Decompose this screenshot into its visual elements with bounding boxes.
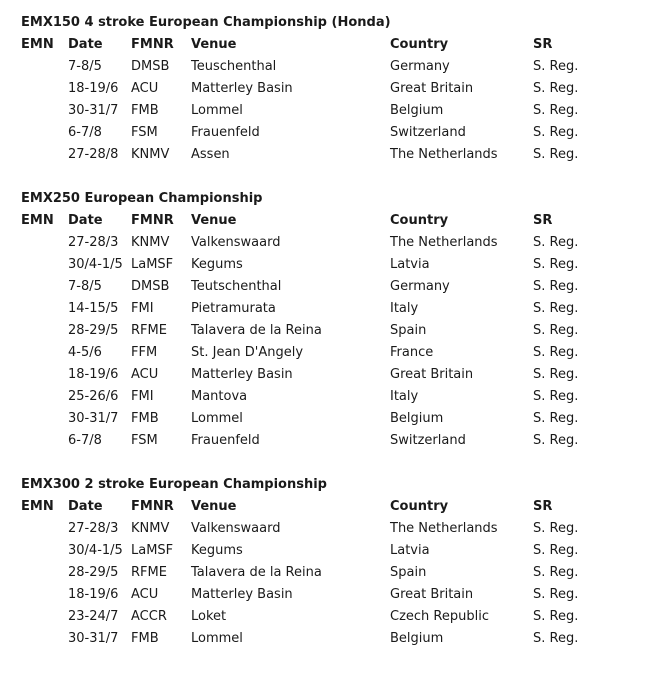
table-row	[21, 386, 641, 408]
cell-sr: S. Reg.	[533, 631, 579, 646]
table-row	[21, 298, 641, 320]
cell-country: Switzerland	[390, 433, 466, 448]
table-row	[21, 518, 641, 540]
championship-section	[21, 474, 641, 650]
table-header	[21, 34, 641, 56]
header-country: Country	[390, 213, 449, 228]
cell-venue: Teutschenthal	[191, 279, 282, 294]
cell-date: 30/4-1/5	[68, 257, 123, 272]
cell-fmnr: FMI	[131, 389, 154, 404]
cell-country: Belgium	[390, 411, 444, 426]
cell-date: 30-31/7	[68, 631, 119, 646]
cell-country: Latvia	[390, 257, 430, 272]
cell-country: Spain	[390, 565, 427, 580]
cell-date: 27-28/3	[68, 521, 119, 536]
cell-fmnr: FMB	[131, 103, 159, 118]
table-row	[21, 144, 641, 166]
cell-fmnr: LaMSF	[131, 257, 174, 272]
cell-fmnr: FSM	[131, 433, 158, 448]
cell-fmnr: RFME	[131, 565, 167, 580]
table-row	[21, 342, 641, 364]
cell-fmnr: FFM	[131, 345, 158, 360]
schedule-page	[21, 12, 641, 672]
cell-date: 7-8/5	[68, 279, 102, 294]
cell-date: 23-24/7	[68, 609, 119, 624]
cell-sr: S. Reg.	[533, 433, 579, 448]
cell-sr: S. Reg.	[533, 103, 579, 118]
header-venue: Venue	[191, 37, 237, 52]
cell-fmnr: FMB	[131, 411, 159, 426]
cell-sr: S. Reg.	[533, 543, 579, 558]
cell-date: 28-29/5	[68, 323, 119, 338]
cell-sr: S. Reg.	[533, 147, 579, 162]
cell-sr: S. Reg.	[533, 587, 579, 602]
cell-country: Great Britain	[390, 81, 474, 96]
cell-country: The Netherlands	[390, 235, 498, 250]
cell-sr: S. Reg.	[533, 367, 579, 382]
cell-date: 30-31/7	[68, 411, 119, 426]
cell-fmnr: ACU	[131, 367, 159, 382]
cell-fmnr: ACU	[131, 81, 159, 96]
cell-date: 28-29/5	[68, 565, 119, 580]
cell-date: 27-28/8	[68, 147, 119, 162]
cell-fmnr: DMSB	[131, 279, 170, 294]
cell-sr: S. Reg.	[533, 59, 579, 74]
table-row	[21, 122, 641, 144]
header-venue: Venue	[191, 213, 237, 228]
cell-venue: Frauenfeld	[191, 433, 260, 448]
cell-venue: Matterley Basin	[191, 587, 293, 602]
cell-date: 18-19/6	[68, 81, 119, 96]
header-date: Date	[68, 499, 103, 514]
cell-venue: Kegums	[191, 543, 243, 558]
cell-venue: St. Jean D'Angely	[191, 345, 304, 360]
cell-fmnr: FMB	[131, 631, 159, 646]
header-sr: SR	[533, 499, 553, 514]
cell-country: Italy	[390, 301, 419, 316]
table-row	[21, 606, 641, 628]
cell-country: Latvia	[390, 543, 430, 558]
cell-venue: Lommel	[191, 103, 243, 118]
cell-country: The Netherlands	[390, 147, 498, 162]
table-row	[21, 628, 641, 650]
header-date: Date	[68, 213, 103, 228]
header-emn: EMN	[21, 499, 54, 514]
cell-fmnr: DMSB	[131, 59, 170, 74]
table-row	[21, 364, 641, 386]
cell-country: Germany	[390, 279, 450, 294]
cell-fmnr: KNMV	[131, 521, 170, 536]
cell-fmnr: KNMV	[131, 235, 170, 250]
cell-sr: S. Reg.	[533, 257, 579, 272]
cell-venue: Loket	[191, 609, 227, 624]
cell-country: Belgium	[390, 631, 444, 646]
cell-fmnr: KNMV	[131, 147, 170, 162]
header-sr: SR	[533, 37, 553, 52]
cell-venue: Talavera de la Reina	[191, 323, 322, 338]
cell-country: The Netherlands	[390, 521, 498, 536]
cell-date: 27-28/3	[68, 235, 119, 250]
header-country: Country	[390, 37, 449, 52]
table-row	[21, 584, 641, 606]
cell-fmnr: FMI	[131, 301, 154, 316]
cell-sr: S. Reg.	[533, 125, 579, 140]
table-row	[21, 78, 641, 100]
championship-section	[21, 188, 641, 452]
header-emn: EMN	[21, 37, 54, 52]
cell-sr: S. Reg.	[533, 301, 579, 316]
cell-venue: Matterley Basin	[191, 367, 293, 382]
table-row	[21, 56, 641, 78]
cell-venue: Lommel	[191, 411, 243, 426]
header-emn: EMN	[21, 213, 54, 228]
cell-venue: Pietramurata	[191, 301, 276, 316]
header-country: Country	[390, 499, 449, 514]
cell-country: Italy	[390, 389, 419, 404]
cell-fmnr: ACU	[131, 587, 159, 602]
table-row	[21, 276, 641, 298]
cell-venue: Matterley Basin	[191, 81, 293, 96]
cell-date: 7-8/5	[68, 59, 102, 74]
table-row	[21, 232, 641, 254]
cell-venue: Lommel	[191, 631, 243, 646]
cell-date: 6-7/8	[68, 125, 102, 140]
cell-sr: S. Reg.	[533, 279, 579, 294]
cell-sr: S. Reg.	[533, 81, 579, 96]
cell-country: Belgium	[390, 103, 444, 118]
table-row	[21, 408, 641, 430]
cell-venue: Kegums	[191, 257, 243, 272]
table-row	[21, 562, 641, 584]
cell-country: Great Britain	[390, 587, 474, 602]
cell-venue: Talavera de la Reina	[191, 565, 322, 580]
cell-fmnr: FSM	[131, 125, 158, 140]
cell-sr: S. Reg.	[533, 609, 579, 624]
table-header	[21, 496, 641, 518]
cell-venue: Teuschenthal	[191, 59, 277, 74]
cell-sr: S. Reg.	[533, 411, 579, 426]
cell-country: France	[390, 345, 434, 360]
table-row	[21, 100, 641, 122]
cell-sr: S. Reg.	[533, 323, 579, 338]
table-row	[21, 540, 641, 562]
cell-venue: Frauenfeld	[191, 125, 260, 140]
cell-date: 18-19/6	[68, 587, 119, 602]
cell-fmnr: LaMSF	[131, 543, 174, 558]
cell-venue: Assen	[191, 147, 230, 162]
cell-fmnr: RFME	[131, 323, 167, 338]
cell-venue: Valkenswaard	[191, 521, 281, 536]
cell-country: Spain	[390, 323, 427, 338]
cell-country: Switzerland	[390, 125, 466, 140]
header-fmnr: FMNR	[131, 499, 174, 514]
cell-country: Great Britain	[390, 367, 474, 382]
section-title: EMX300 2 stroke European Championship	[21, 477, 327, 492]
header-fmnr: FMNR	[131, 213, 174, 228]
header-venue: Venue	[191, 499, 237, 514]
header-fmnr: FMNR	[131, 37, 174, 52]
cell-country: Germany	[390, 59, 450, 74]
cell-sr: S. Reg.	[533, 389, 579, 404]
cell-date: 6-7/8	[68, 433, 102, 448]
cell-date: 25-26/6	[68, 389, 119, 404]
cell-date: 4-5/6	[68, 345, 102, 360]
cell-sr: S. Reg.	[533, 345, 579, 360]
table-row	[21, 430, 641, 452]
table-row	[21, 254, 641, 276]
header-sr: SR	[533, 213, 553, 228]
cell-sr: S. Reg.	[533, 565, 579, 580]
cell-country: Czech Republic	[390, 609, 489, 624]
cell-sr: S. Reg.	[533, 521, 579, 536]
section-title: EMX150 4 stroke European Championship (Honda)	[21, 15, 391, 30]
cell-fmnr: ACCR	[131, 609, 167, 624]
championship-section	[21, 12, 641, 166]
cell-date: 18-19/6	[68, 367, 119, 382]
cell-date: 30/4-1/5	[68, 543, 123, 558]
table-header	[21, 210, 641, 232]
cell-sr: S. Reg.	[533, 235, 579, 250]
table-row	[21, 320, 641, 342]
cell-venue: Valkenswaard	[191, 235, 281, 250]
cell-date: 14-15/5	[68, 301, 119, 316]
header-date: Date	[68, 37, 103, 52]
cell-date: 30-31/7	[68, 103, 119, 118]
cell-venue: Mantova	[191, 389, 248, 404]
section-title: EMX250 European Championship	[21, 191, 263, 206]
